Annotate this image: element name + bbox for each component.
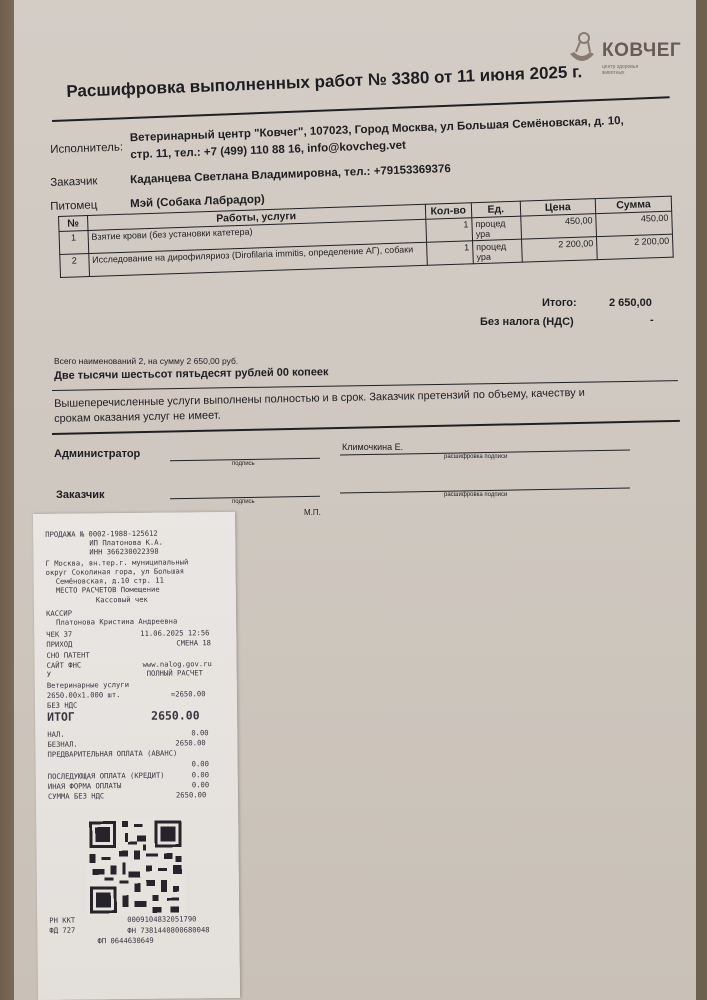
qr-code-icon bbox=[86, 817, 185, 916]
pet-value: Мэй (Собака Лабрадор) bbox=[129, 193, 265, 211]
row-unit: процед ура bbox=[472, 239, 521, 264]
receipt-pay-label: НАЛ. bbox=[47, 729, 65, 739]
col-price: Цена bbox=[520, 199, 596, 216]
receipt-fn-value: ФН 7381440800680048 bbox=[127, 925, 210, 936]
vat-value: - bbox=[650, 314, 654, 326]
stamp-place: М.П. bbox=[304, 508, 321, 517]
row-unit: процед ура bbox=[472, 216, 521, 241]
receipt-pay-value: 0.00 bbox=[191, 759, 209, 769]
executor-label: Исполнитель: bbox=[50, 141, 124, 156]
receipt-item-calc: 2650.00x1.000 шт. bbox=[46, 690, 121, 700]
receipt-line: Платонова Кристина Андреевна bbox=[56, 616, 178, 627]
executor-line2: стр. 11, тел.: +7 (499) 110 88 16, info@kovcheg.vet bbox=[130, 139, 407, 162]
receipt-pay-label: ИНАЯ ФОРМА ОПЛАТЫ bbox=[47, 781, 122, 791]
receipt-pay-label: СУММА БЕЗ НДС bbox=[47, 791, 105, 801]
col-sum: Сумма bbox=[595, 196, 671, 214]
receipt-fd-label: ФД 727 bbox=[49, 925, 76, 935]
receipt-fns-label: САЙТ ФНС bbox=[46, 660, 82, 670]
customer-sign-label: Заказчик bbox=[56, 489, 105, 501]
customer-signature-caption: подпись bbox=[232, 499, 255, 505]
pet-label: Питомец bbox=[50, 199, 98, 213]
receipt-line: ПРОДАЖА № 0002-1988-125612 bbox=[45, 528, 158, 539]
total-value: 2 650,00 bbox=[609, 297, 652, 309]
cash-receipt bbox=[33, 512, 240, 1000]
statement-line1: Вышеперечисленные услуги выполнены полностью и в срок. Заказчик претензий по объему, качеству и bbox=[54, 386, 585, 410]
receipt-pay-value: 2650.00 bbox=[175, 738, 206, 748]
receipt-shift: СМЕНА 18 bbox=[176, 638, 212, 648]
receipt-line: МЕСТО РАСЧЕТОВ Помещение bbox=[55, 584, 160, 595]
customer-decode-caption: расшифровка подписи bbox=[444, 492, 508, 498]
summary-words: Две тысячи шестьсот пятьдесят рублей 00 копеек bbox=[54, 366, 329, 382]
receipt-y-label: У bbox=[46, 669, 52, 679]
document-title: Расшифровка выполненных работ № 3380 от 11 июня 2025 г. bbox=[66, 62, 583, 101]
receipt-fp-value: ФП 0644630649 bbox=[97, 935, 154, 946]
customer-label: Заказчик bbox=[50, 175, 98, 189]
col-qty: Кол-во bbox=[425, 203, 472, 220]
receipt-line: Семёновская, д.10 стр. 11 bbox=[55, 575, 164, 586]
admin-signature-caption: подпись bbox=[232, 461, 255, 467]
receipt-line: КАССИР bbox=[45, 608, 73, 618]
kovcheg-logo bbox=[566, 28, 682, 84]
receipt-fns-site: www.nalog.gov.ru bbox=[142, 659, 212, 669]
receipt-rn-value: 0009104832051790 bbox=[127, 914, 197, 925]
receipt-pay-label: БЕЗНАЛ. bbox=[47, 739, 78, 749]
col-unit: Ед. bbox=[471, 201, 520, 218]
logo-subtitle: центр здоровья животных bbox=[602, 64, 639, 76]
receipt-item-name: Ветеринарные услуги bbox=[46, 680, 130, 690]
row-qty: 1 bbox=[426, 241, 473, 266]
receipt-pay-value: 0.00 bbox=[191, 780, 210, 790]
admin-name: Климочкина Е. bbox=[342, 442, 404, 452]
receipt-total-label: ИТОГ bbox=[47, 709, 75, 724]
receipt-datetime: 11.06.2025 12:56 bbox=[140, 628, 210, 638]
receipt-rn-label: РН ККТ bbox=[49, 915, 76, 925]
receipt-line: Г Москва, вн.тер.г. муниципальный bbox=[45, 557, 189, 568]
row-work: Взятие крови (без установки катетера) bbox=[88, 219, 426, 253]
vat-label: Без налога (НДС) bbox=[480, 316, 574, 328]
receipt-pay-value: 0.00 bbox=[191, 728, 209, 738]
logo-name: КОВЧЕГ bbox=[602, 40, 682, 61]
receipt-line: округ Соколиная гора, ул Большая bbox=[45, 566, 185, 577]
receipt-no-vat: БЕЗ НДС bbox=[46, 700, 78, 710]
row-sum: 450,00 bbox=[596, 211, 673, 237]
receipt-line: ИП Платонова К.А. bbox=[89, 537, 163, 548]
receipt-pay-label: ПРЕДВАРИТЕЛЬНАЯ ОПЛАТА (АВАНС) bbox=[47, 748, 178, 759]
total-label: Итого: bbox=[542, 297, 577, 309]
row-price: 450,00 bbox=[520, 214, 596, 239]
row-sum: 2 200,00 bbox=[597, 234, 674, 260]
row-price: 2 200,00 bbox=[521, 237, 597, 262]
receipt-pay-value: 0.00 bbox=[191, 770, 210, 780]
receipt-line: ИНН 366230022398 bbox=[89, 546, 159, 557]
receipt-arrival: ПРИХОД bbox=[46, 639, 73, 649]
receipt-pay-label: ПОСЛЕДУЮЩАЯ ОПЛАТА (КРЕДИТ) bbox=[47, 770, 165, 781]
receipt-line: Кассовый чек bbox=[95, 594, 148, 605]
receipt-total-value: 2650.00 bbox=[151, 708, 200, 723]
statement-line2: срокам оказания услуг не имеет. bbox=[54, 409, 221, 425]
col-num: № bbox=[59, 216, 88, 232]
admin-decode-caption: расшифровка подписи bbox=[444, 454, 508, 460]
row-qty: 1 bbox=[425, 218, 472, 243]
summary-count: Всего наименований 2, на сумму 2 650,00 руб. bbox=[54, 356, 239, 366]
row-work: Исследование на дирофиляриоз (Dirofilaria immitis, определение АГ), собаки bbox=[88, 242, 426, 276]
customer-value: Каданцева Светлана Владимировна, тел.: +79153369376 bbox=[129, 163, 451, 187]
executor-line1: Ветеринарный центр "Ковчег", 107023, Город Москва, ул Большая Семёновская, д. 10, bbox=[129, 114, 624, 145]
col-work: Работы, услуги bbox=[87, 204, 425, 230]
admin-label: Администратор bbox=[54, 448, 141, 460]
receipt-sno: СНО ПАТЕНТ bbox=[46, 650, 90, 660]
row-num: 2 bbox=[60, 254, 89, 278]
receipt-item-total: =2650.00 bbox=[170, 689, 206, 699]
receipt-pay-value: 2650.00 bbox=[175, 790, 207, 800]
receipt-check-no: ЧЕК 37 bbox=[46, 629, 73, 639]
receipt-payment-kind: ПОЛНЫЙ РАСЧЕТ bbox=[146, 668, 203, 678]
row-num: 1 bbox=[59, 231, 88, 255]
